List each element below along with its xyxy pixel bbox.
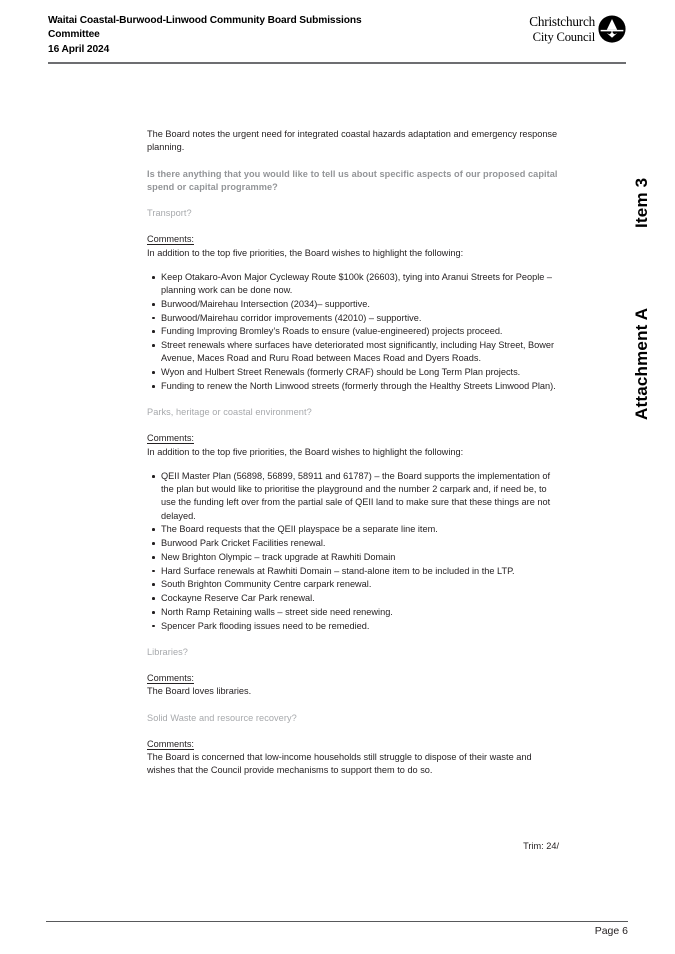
list-item: Burwood Park Cricket Facilities renewal. — [147, 537, 559, 550]
section-solid-waste — [147, 712, 559, 778]
council-crest-icon — [598, 15, 626, 43]
section-lead: In addition to the top five priorities, the Board wishes to highlight the following: — [147, 446, 464, 457]
council-logo-line1: Christchurch — [529, 14, 595, 29]
bullet-list — [147, 470, 559, 633]
list-item: Wyon and Hulbert Street Renewals (formerly CRAF) should be Long Term Plan projects. — [147, 366, 559, 379]
page-header — [48, 14, 626, 57]
list-item: Burwood/Mairehau corridor improvements (42010) – supportive. — [147, 312, 559, 325]
section-heading: Solid Waste and resource recovery? — [147, 712, 297, 723]
list-item: South Brighton Community Centre carpark renewal. — [147, 578, 559, 591]
page-number: Page 6 — [594, 925, 628, 937]
list-item: Keep Otakaro-Avon Major Cycleway Route $100k (26603), tying into Aranui Streets for People – planning work can be done now. — [147, 271, 559, 298]
section-lead: In addition to the top five priorities, the Board wishes to highlight the following: — [147, 247, 464, 258]
list-item: Funding to renew the North Linwood streets (formerly through the Healthy Streets Linwood Plan). — [147, 380, 559, 393]
section-transport — [147, 207, 559, 393]
list-item: The Board requests that the QEII playspace be a separate line item. — [147, 523, 559, 536]
list-item: New Brighton Olympic – track upgrade at Rawhiti Domain — [147, 551, 559, 564]
header-title-line2: Committee — [48, 29, 100, 41]
side-tab-item-number: Item 3 — [632, 177, 651, 228]
header-meeting-date: 16 April 2024 — [48, 43, 110, 55]
intro-paragraph: The Board notes the urgent need for integrated coastal hazards adaptation and emergency response planning. — [147, 129, 558, 153]
council-logo — [529, 15, 626, 44]
section-lead: The Board is concerned that low-income households still struggle to dispose of their waste and wishes that the Council provide mechanisms to support them to do so. — [147, 752, 532, 776]
section-lead: The Board loves libraries. — [147, 686, 252, 697]
trim-reference: Trim: 24/ — [523, 841, 559, 851]
section-parks — [147, 406, 559, 633]
council-logo-text — [529, 15, 595, 44]
comments-label: Comments: — [147, 738, 194, 749]
list-item: Burwood/Mairehau Intersection (2034)– supportive. — [147, 298, 559, 311]
footer-divider — [46, 921, 628, 922]
section-libraries — [147, 646, 559, 699]
bullet-list — [147, 271, 559, 393]
list-item: Spencer Park flooding issues need to be remedied. — [147, 620, 559, 633]
section-heading: Transport? — [147, 208, 192, 218]
comments-label: Comments: — [147, 673, 194, 683]
header-title — [48, 14, 362, 57]
consultation-question: Is there anything that you would like to tell us about specific aspects of our proposed capital spend or capital programme? — [147, 168, 558, 192]
list-item: Street renewals where surfaces have deteriorated most significantly, including Hay Street, Bower Avenue, Maces Road and Ruru Road between Maces Road and Dyers Roads. — [147, 339, 559, 366]
list-item: Funding Improving Bromley’s Roads to ensure (value-engineered) projects proceed. — [147, 325, 559, 338]
side-tab-attachment-label: Attachment A — [632, 307, 651, 420]
list-item: North Ramp Retaining walls – street side need renewing. — [147, 606, 559, 619]
header-divider — [48, 62, 626, 64]
council-logo-line2: City Council — [532, 29, 595, 44]
section-heading: Parks, heritage or coastal environment? — [147, 407, 312, 417]
document-body — [147, 128, 559, 791]
list-item: Hard Surface renewals at Rawhiti Domain – stand-alone item to be included in the LTP. — [147, 565, 559, 578]
list-item: QEII Master Plan (56898, 56899, 58911 and 61787) – the Board supports the implementation of the plan but would like to prioritise the playground and the number 2 carpark and, if need be, to use the funding left over from the partial sale of QEII land to make sure that these things are not delayed. — [147, 470, 559, 523]
comments-label: Comments: — [147, 234, 194, 245]
comments-label: Comments: — [147, 433, 194, 444]
list-item: Cockayne Reserve Car Park renewal. — [147, 592, 559, 605]
header-title-line1: Waitai Coastal-Burwood-Linwood Community Board Submissions — [48, 15, 362, 26]
section-heading: Libraries? — [147, 646, 188, 657]
